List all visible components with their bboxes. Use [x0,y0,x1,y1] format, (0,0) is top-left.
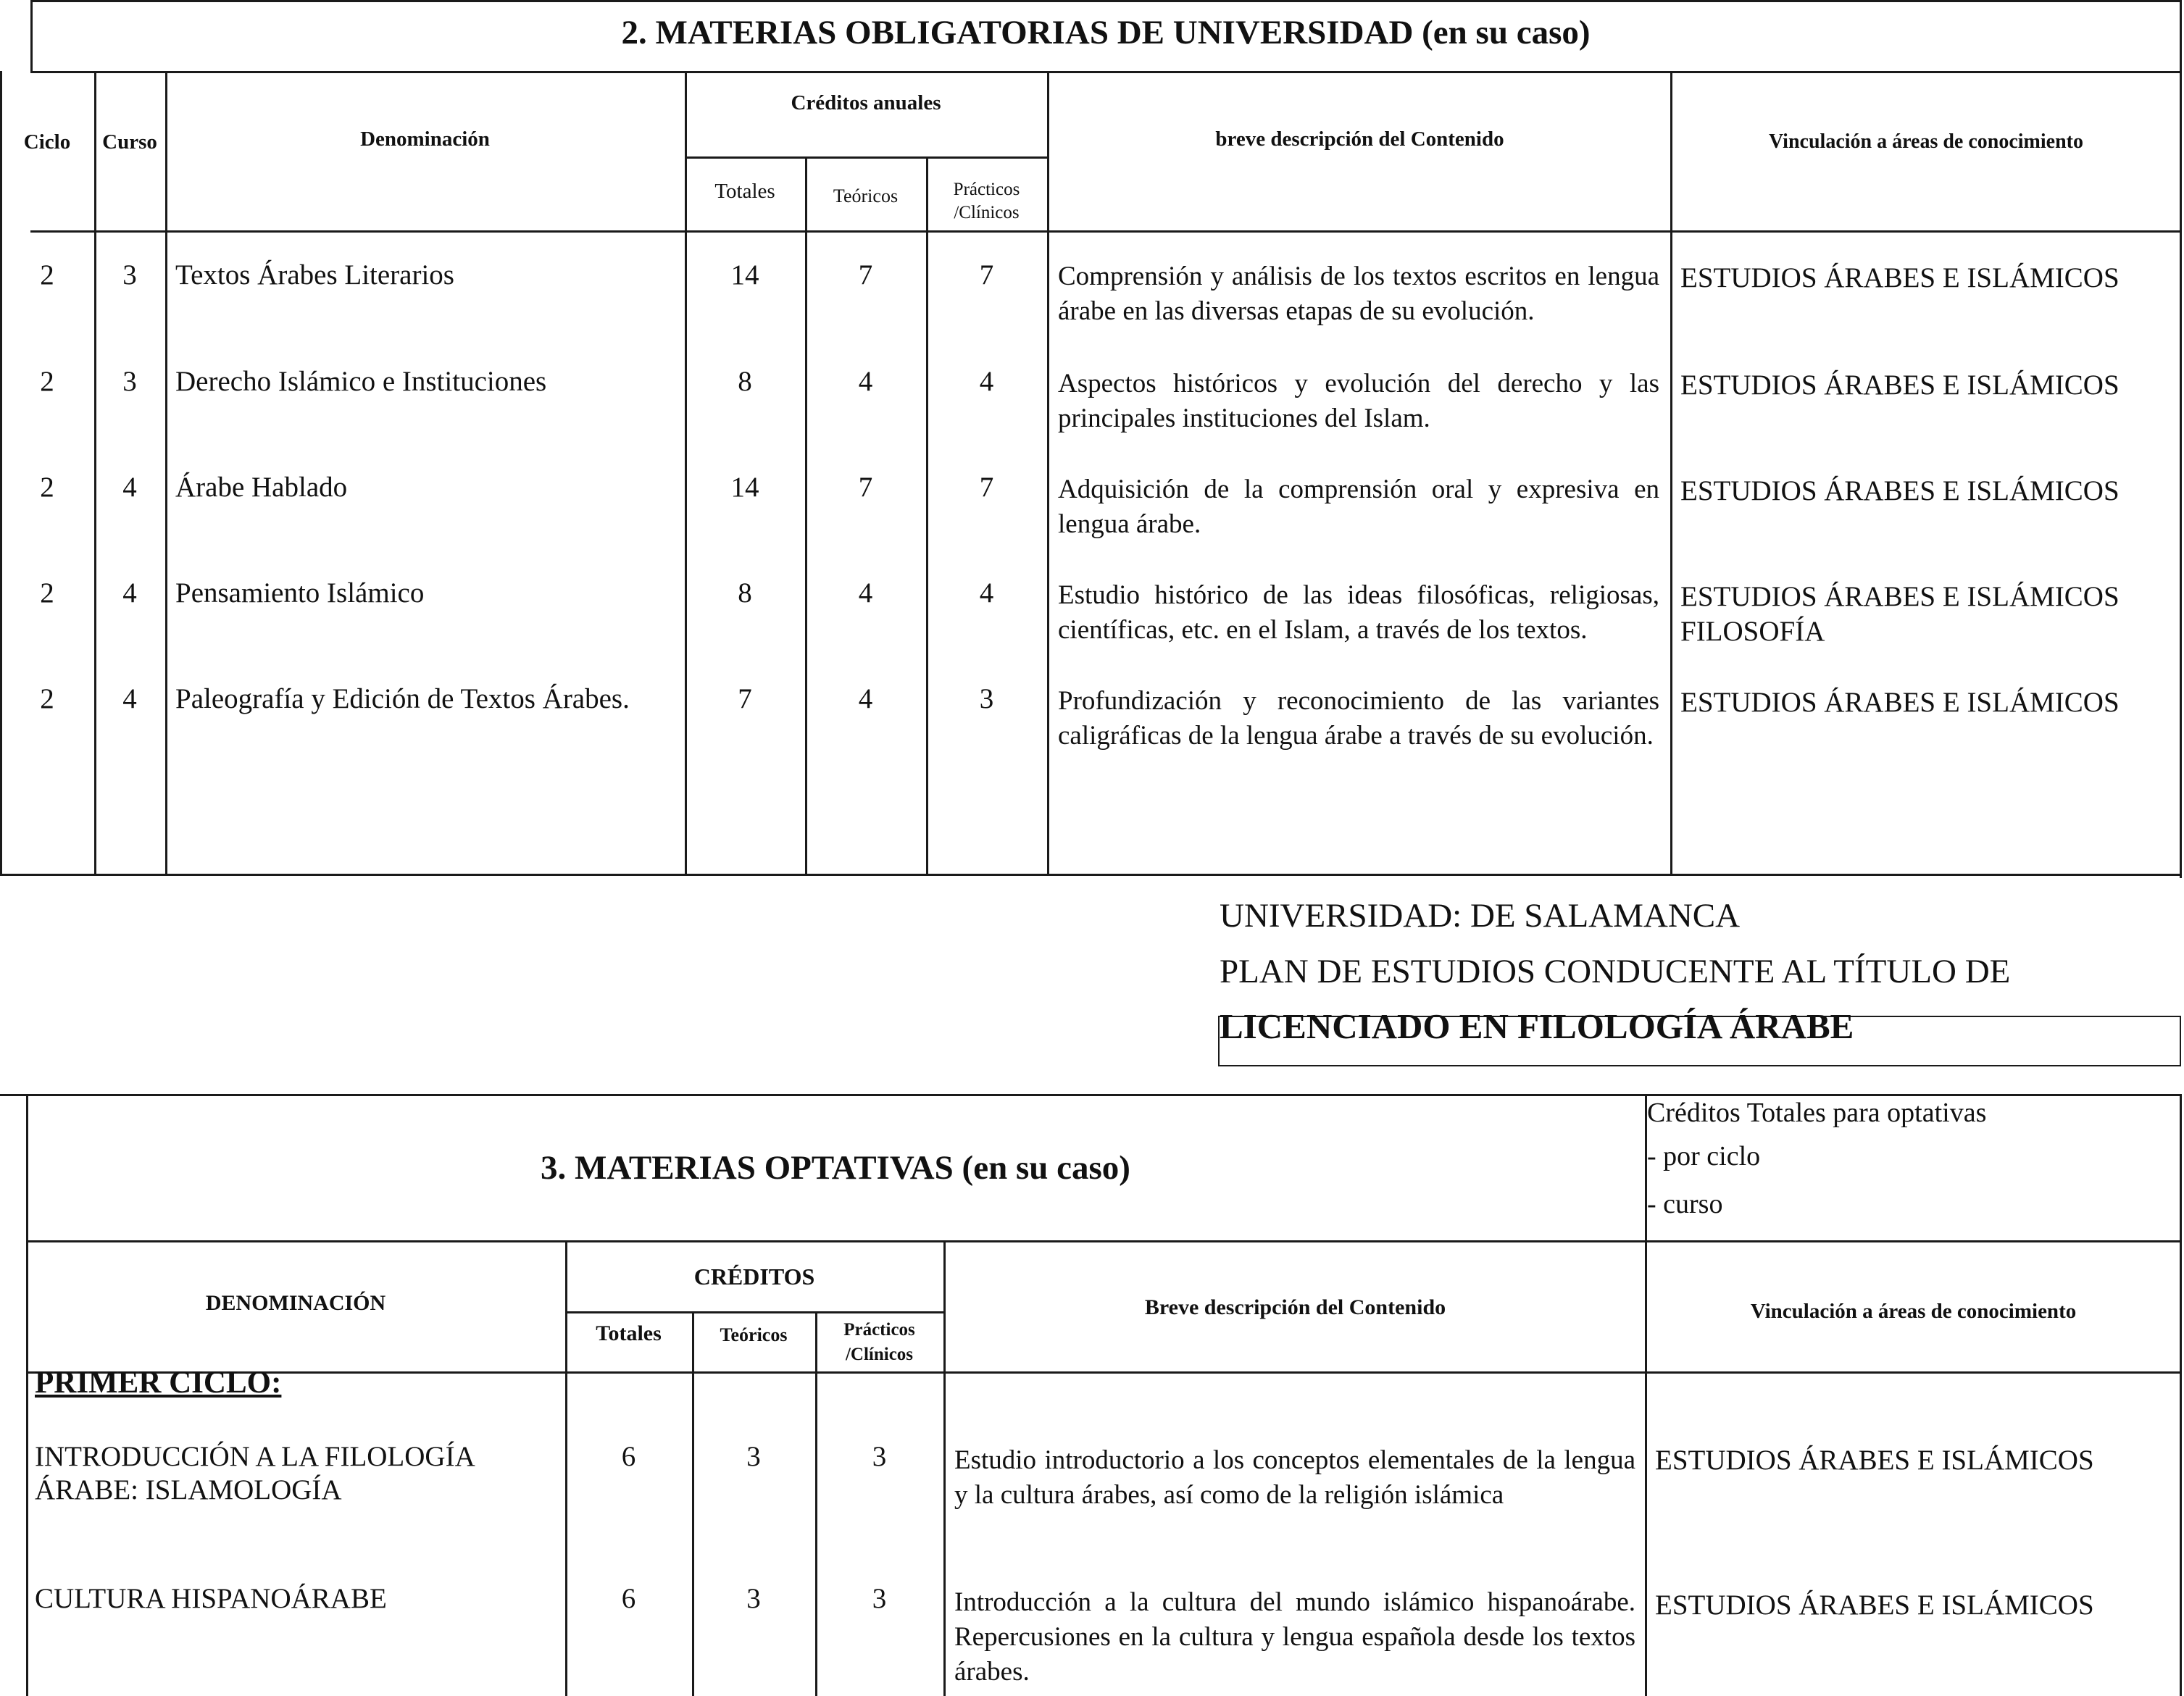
cell-totales: 14 [730,472,759,503]
header-vinculacion: Vinculación a áreas de conocimiento [1750,1300,2077,1323]
cell-practicos: 4 [979,577,994,609]
cell-curso: 3 [122,259,137,291]
cell-teoricos: 3 [746,1583,761,1614]
header-denominacion: Denominación [360,128,490,151]
cell-ciclo: 2 [40,259,54,291]
cell-teoricos: 4 [858,683,873,714]
cell-area-secondary: FILOSOFÍA [1680,616,1825,647]
universidad-line: UNIVERSIDAD: DE SALAMANCA [1220,897,1741,935]
cell-descripcion: Aspectos históricos y evolución del derecho y las principales instituciones del Islam. [1058,369,1659,433]
cell-practicos: 3 [979,683,994,714]
cell-area: ESTUDIOS ÁRABES E ISLÁMICOS [1680,262,2120,293]
cell-totales: 8 [738,366,752,397]
cell-area: ESTUDIOS ÁRABES E ISLÁMICOS [1680,475,2120,506]
cell-denominacion-line2: ÁRABE: ISLAMOLOGÍA [35,1474,342,1505]
cell-denominacion: Textos Árabes Literarios [175,259,454,291]
cell-practicos: 3 [872,1441,887,1472]
cell-descripcion: Comprensión y análisis de los textos escritos en lengua árabe en las diversas etapas de su evolución. [1058,262,1659,326]
header-teoricos: Teóricos [833,185,899,206]
cell-ciclo: 2 [40,366,54,397]
cell-totales: 6 [621,1583,636,1614]
creditos-totales-label: Créditos Totales para optativas [1647,1098,1987,1128]
header-clinicos: /Clínicos [954,203,1020,222]
section-primer-ciclo: PRIMER CICLO: [35,1366,282,1400]
cell-curso: 4 [122,472,137,503]
cell-teoricos: 4 [858,577,873,609]
cell-descripcion: Introducción a la cultura del mundo islámico hispanoárabe. Repercusiones en la cultura y lengua española desde los textos árabes. [954,1587,1635,1687]
header-clinicos: /Clínicos [845,1345,914,1364]
cell-area: ESTUDIOS ÁRABES E ISLÁMICOS [1680,369,2120,401]
cell-denominacion: Pensamiento Islámico [175,577,425,609]
cell-ciclo: 2 [40,683,54,714]
header-practicos: Prácticos [953,180,1020,199]
header-curso: Curso [102,130,157,154]
table-title: 2. MATERIAS OBLIGATORIAS DE UNIVERSIDAD (en su caso) [621,14,1591,51]
cell-denominacion: Paleografía y Edición de Textos Árabes. [175,683,630,714]
cell-descripcion: Estudio introductorio a los conceptos elementales de la lengua y la cultura árabes, así como de la religión islámica [954,1445,1635,1510]
cell-area: ESTUDIOS ÁRABES E ISLÁMICOS [1680,581,2120,612]
cell-totales: 7 [738,683,752,714]
cell-denominacion: Árabe Hablado [175,472,348,503]
cell-descripcion: Adquisición de la comprensión oral y expresiva en lengua árabe. [1058,475,1659,539]
cell-teoricos: 3 [746,1441,761,1472]
titulo-line: LICENCIADO EN FILOLOGÍA ÁRABE [1220,1006,1854,1046]
cell-denominacion: INTRODUCCIÓN A LA FILOLOGÍA [35,1441,475,1472]
header-practicos: Prácticos [843,1320,915,1340]
curso-label: - curso [1647,1189,1723,1219]
header-descripcion: Breve descripción del Contenido [1144,1295,1446,1319]
cell-totales: 8 [738,577,752,609]
cell-practicos: 3 [872,1583,887,1614]
cell-totales: 14 [730,259,759,291]
header-creditos-anuales: Créditos anuales [791,91,941,114]
cell-curso: 4 [122,683,137,714]
cell-descripcion: Estudio histórico de las ideas filosóficas, religiosas, científicas, etc. en el Islam, a través de los textos. [1058,580,1659,645]
cell-ciclo: 2 [40,472,54,503]
cell-denominacion: Derecho Islámico e Instituciones [175,366,547,397]
cell-practicos: 7 [979,259,994,291]
cell-practicos: 7 [979,472,994,503]
cell-descripcion: Profundización y reconocimiento de las variantes caligráficas de la lengua árabe a través de su evolución. [1058,686,1659,751]
cell-area: ESTUDIOS ÁRABES E ISLÁMICOS [1655,1590,2094,1621]
table-title: 3. MATERIAS OPTATIVAS (en su caso) [541,1149,1130,1187]
cell-denominacion: CULTURA HISPANOÁRABE [35,1583,387,1614]
header-descripcion: breve descripción del Contenido [1215,128,1504,151]
cell-area: ESTUDIOS ÁRABES E ISLÁMICOS [1655,1445,2094,1476]
header-ciclo: Ciclo [23,130,71,154]
header-denominacion: DENOMINACIÓN [205,1291,386,1315]
cell-area: ESTUDIOS ÁRABES E ISLÁMICOS [1680,687,2120,718]
header-vinculacion: Vinculación a áreas de conocimiento [1769,130,2083,153]
cell-teoricos: 4 [858,366,873,397]
cell-teoricos: 7 [858,259,873,291]
header-totales: Totales [596,1321,662,1345]
por-ciclo-label: - por ciclo [1647,1141,1761,1171]
cell-curso: 3 [122,366,137,397]
header-teoricos: Teóricos [720,1324,788,1345]
cell-practicos: 4 [979,366,994,397]
plan-line: PLAN DE ESTUDIOS CONDUCENTE AL TÍTULO DE [1220,953,2011,990]
cell-teoricos: 7 [858,472,873,503]
cell-curso: 4 [122,577,137,609]
header-totales: Totales [714,180,775,203]
cell-totales: 6 [621,1441,636,1472]
header-creditos: CRÉDITOS [693,1263,815,1290]
cell-ciclo: 2 [40,577,54,609]
